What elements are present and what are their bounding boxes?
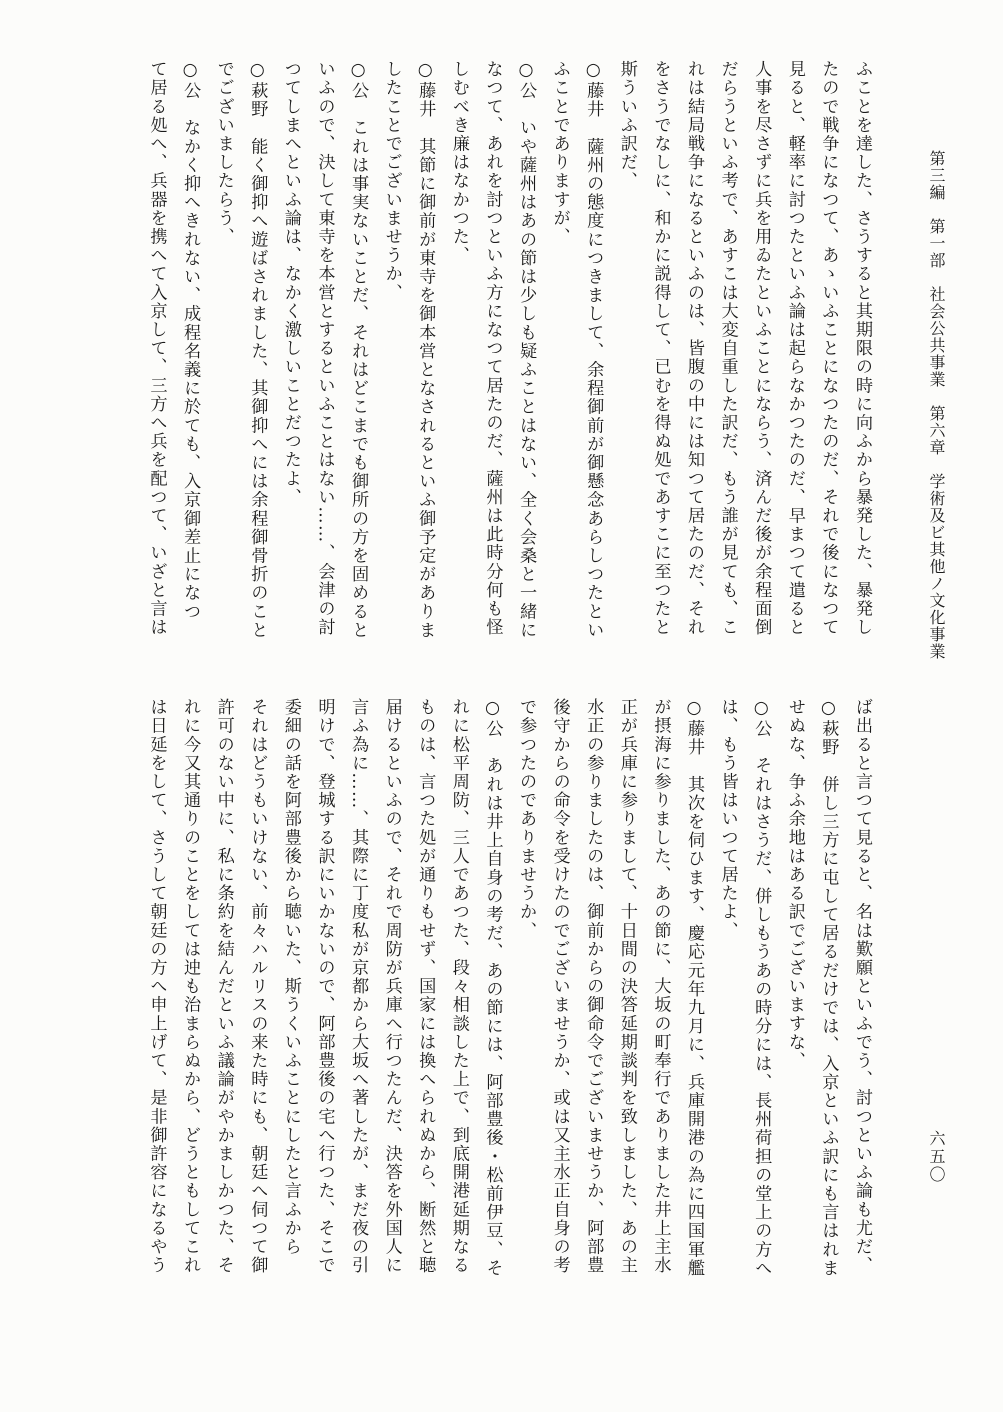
text-column: でございましたらう、 bbox=[213, 60, 234, 246]
text-column: れに松平周防、三人であつた、段々相談した上で、到底開港延期なる bbox=[448, 698, 469, 1275]
text-column: れは結局戦争になるといふのは、皆腹の中には知つて居たのだ、それ bbox=[684, 60, 705, 637]
text-column: 明けで、登城する訳にいかないので、阿部豊後の宅へ行つた、そこで bbox=[314, 698, 335, 1275]
text-column: 後守からの命令を受けたのでございませうか、或は又主水正自身の考 bbox=[549, 698, 570, 1275]
text-column: が摂海に参りました、あの節に、大坂の町奉行でありました井上主水 bbox=[650, 698, 671, 1275]
text-column: ○公 あれは井上自身の考だ、あの節には、阿部豊後・松前伊豆、そ bbox=[482, 698, 503, 1278]
top-text-block bbox=[74, 60, 878, 660]
text-column: なつて、あれを討つといふ方になつて居たのだ、薩州は此時分何も怪 bbox=[482, 60, 503, 637]
page-number: 六五〇 bbox=[927, 1130, 946, 1184]
text-column: ふことでありますが、 bbox=[549, 60, 570, 246]
text-column: いふので、決して東寺を本営とするといふことはない……、会津の討 bbox=[314, 60, 335, 637]
running-head: 第三編 第一部 社会公共事業 第六章 学術及ビ其他ノ文化事業 bbox=[927, 150, 946, 660]
text-column: つてしまへといふ論は、なかく激しいことだつたよ、 bbox=[280, 60, 301, 507]
text-column: ○萩野 併し三方に屯して居るだけでは、入京といふ訳にも言はれま bbox=[818, 698, 839, 1278]
text-column: ○萩野 能く御抑へ遊ばされました、其御抑へには余程御骨折のこと bbox=[247, 60, 268, 640]
text-column: れに今又其通りのことをしては迚も治まらぬから、どうともしてこれ bbox=[180, 698, 201, 1275]
text-column: だらうといふ考で、あすこは大変自重した訳だ、もう誰が見ても、こ bbox=[717, 60, 738, 637]
text-column: 見ると、軽率に討つたといふ論は起らなかつたのだ、早まつて遣ると bbox=[784, 60, 805, 637]
text-column: ○公 これは事実ないことだ、それはどこまでも御所の方を固めると bbox=[348, 60, 369, 640]
text-column: で参つたのでありませうか、 bbox=[516, 698, 537, 940]
text-column: をさうでなしに、和かに説得して、已むを得ぬ処であすこに至つたと bbox=[650, 60, 671, 637]
text-column: 委細の話を阿部豊後から聴いた、斯うくいふことにしたと言ふから bbox=[280, 698, 301, 1256]
text-column: ものは、言つた処が通りもせず、国家には換へられぬから、断然と聴 bbox=[415, 698, 436, 1275]
text-column: ○藤井 其節に御前が東寺を御本営となされるといふ御予定がありま bbox=[415, 60, 436, 640]
bottom-text-block bbox=[74, 698, 878, 1358]
text-column: ふことを達した、さうすると其期限の時に向ふから暴発した、暴発し bbox=[852, 60, 872, 637]
text-column: は日延をして、さうして朝廷の方へ申上げて、是非御許容になるやう bbox=[146, 698, 167, 1275]
text-column: 許可のない中に、私に条約を結んだといふ議論がやかましかつた、そ bbox=[213, 698, 234, 1275]
text-column: ば出ると言つて見ると、名は歎願といふでう、討つといふ論も尤だ、 bbox=[852, 698, 872, 1275]
text-column: したことでございませうか、 bbox=[381, 60, 402, 302]
text-column: ○藤井 其次を伺ひます、慶応元年九月に、兵庫開港の為に四国軍艦 bbox=[684, 698, 705, 1278]
text-column: 届けるといふので、それで周防が兵庫へ行つたんだ、決答を外国人に bbox=[381, 698, 402, 1275]
text-column: たので戦争になつて、あゝいふことになつたのだ、それで後になつて bbox=[818, 60, 839, 637]
text-column: 斯ういふ訳だ、 bbox=[616, 60, 637, 191]
text-column: せぬな、争ふ余地はある訳でございますな、 bbox=[784, 698, 805, 1070]
text-column: ○公 いや薩州はあの節は少しも疑ふことはない、全く会桑と一緒に bbox=[516, 60, 537, 640]
text-column: ○公 なかく抑へきれない、成程名義に於ても、入京御差止になつ bbox=[180, 60, 201, 621]
text-column: ○藤井 薩州の態度につきまして、余程御前が御懸念あらしつたとい bbox=[583, 60, 604, 640]
text-column: 正が兵庫に参りまして、十日間の決答延期談判を致しました、あの主 bbox=[616, 698, 637, 1275]
text-column: て居る処へ、兵器を携へて入京して、三方へ兵を配つて、いざと言は bbox=[146, 60, 167, 637]
text-column: 言ふ為に……、其際に丁度私が京都から大坂へ著したが、まだ夜の引 bbox=[348, 698, 369, 1275]
text-column: は、もう皆はいつて居たよ、 bbox=[717, 698, 738, 940]
text-column: それはどうもいけない、前々ハルリスの来た時にも、朝廷へ伺つて御 bbox=[247, 698, 268, 1275]
text-column: しむべき廉はなかつた、 bbox=[448, 60, 469, 265]
text-column: ○公 それはさうだ、併しもうあの時分には、長州荷担の堂上の方へ bbox=[751, 698, 772, 1278]
text-column: 人事を尽さずに兵を用ゐたといふことにならう、済んだ後が余程面倒 bbox=[751, 60, 772, 637]
text-column: 水正の参りましたのは、御前からの御命令でございませうか、阿部豊 bbox=[583, 698, 604, 1275]
